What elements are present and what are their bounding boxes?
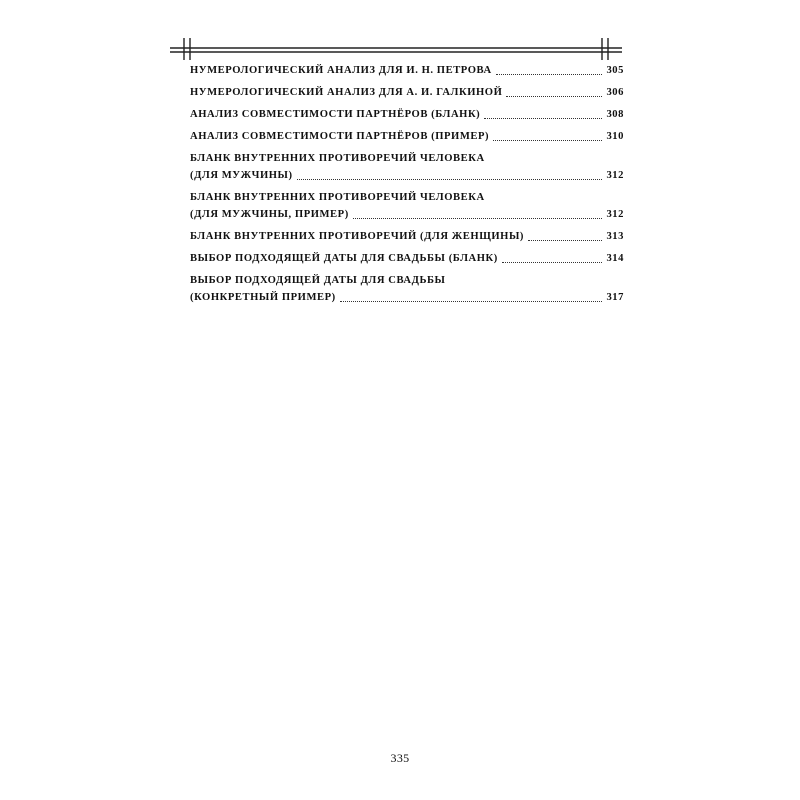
toc-entry: [190, 228, 624, 245]
toc-page-number: 314: [606, 253, 624, 264]
dot-leader: [506, 94, 602, 97]
toc-entry: [190, 106, 624, 123]
toc-entry-title: (ДЛЯ МУЖЧИНЫ): [190, 170, 293, 181]
toc-page-number: 317: [606, 292, 624, 303]
toc-page-number: 312: [606, 170, 624, 181]
toc-entry-title: ВЫБОР ПОДХОДЯЩЕЙ ДАТЫ ДЛЯ СВАДЬБЫ: [190, 275, 446, 286]
toc-page-number: 310: [606, 131, 624, 142]
toc-entry-title: БЛАНК ВНУТРЕННИХ ПРОТИВОРЕЧИЙ ЧЕЛОВЕКА: [190, 192, 485, 203]
toc-entry-title: НУМЕРОЛОГИЧЕСКИЙ АНАЛИЗ ДЛЯ А. И. ГАЛКИНОЙ: [190, 87, 503, 98]
toc-entry: [190, 189, 624, 223]
toc-entry-last-line: [190, 106, 624, 123]
dot-leader: [496, 72, 603, 75]
toc-entry: [190, 250, 624, 267]
dot-leader: [353, 216, 603, 219]
toc-page-number: 312: [606, 209, 624, 220]
dot-leader: [340, 299, 603, 302]
toc-entry-title: (КОНКРЕТНЫЙ ПРИМЕР): [190, 292, 336, 303]
toc-entry-line: [190, 189, 624, 206]
toc-entry-title: БЛАНК ВНУТРЕННИХ ПРОТИВОРЕЧИЙ ЧЕЛОВЕКА: [190, 153, 485, 164]
toc-entry-title: АНАЛИЗ СОВМЕСТИМОСТИ ПАРТНЁРОВ (ПРИМЕР): [190, 131, 490, 142]
toc-entry-title: (ДЛЯ МУЖЧИНЫ, ПРИМЕР): [190, 209, 349, 220]
toc-entry: [190, 150, 624, 184]
dot-leader: [297, 177, 603, 180]
toc-entry-title: БЛАНК ВНУТРЕННИХ ПРОТИВОРЕЧИЙ (ДЛЯ ЖЕНЩИНЫ): [190, 231, 524, 242]
dot-leader: [484, 116, 602, 119]
toc-entry-last-line: [190, 228, 624, 245]
toc-entry-last-line: [190, 250, 624, 267]
toc-entry-title: ВЫБОР ПОДХОДЯЩЕЙ ДАТЫ ДЛЯ СВАДЬБЫ (БЛАНК): [190, 253, 498, 264]
toc-entry-title: АНАЛИЗ СОВМЕСТИМОСТИ ПАРТНЁРОВ (БЛАНК): [190, 109, 481, 120]
toc-page-number: 308: [606, 109, 624, 120]
dot-leader: [528, 238, 602, 241]
toc-entry-last-line: [190, 128, 624, 145]
toc-entry: [190, 84, 624, 101]
toc-page-number: 306: [606, 87, 624, 98]
toc-entry: [190, 62, 624, 79]
toc-page-number: 313: [606, 231, 624, 242]
toc-entry-last-line: [190, 206, 624, 223]
toc-entry-last-line: [190, 84, 624, 101]
toc-entry-last-line: [190, 289, 624, 306]
page-number: 335: [390, 751, 410, 765]
toc-page-number: 305: [606, 65, 624, 76]
toc-entry: [190, 128, 624, 145]
toc-entry-title: НУМЕРОЛОГИЧЕСКИЙ АНАЛИЗ ДЛЯ И. Н. ПЕТРОВА: [190, 65, 492, 76]
toc-entry-last-line: [190, 167, 624, 184]
dot-leader: [493, 138, 602, 141]
toc-entry-last-line: [190, 62, 624, 79]
dot-leader: [502, 260, 603, 263]
toc-entry-line: [190, 272, 624, 289]
toc-entry: [190, 272, 624, 306]
table-of-contents: [190, 62, 624, 311]
toc-entry-line: [190, 150, 624, 167]
